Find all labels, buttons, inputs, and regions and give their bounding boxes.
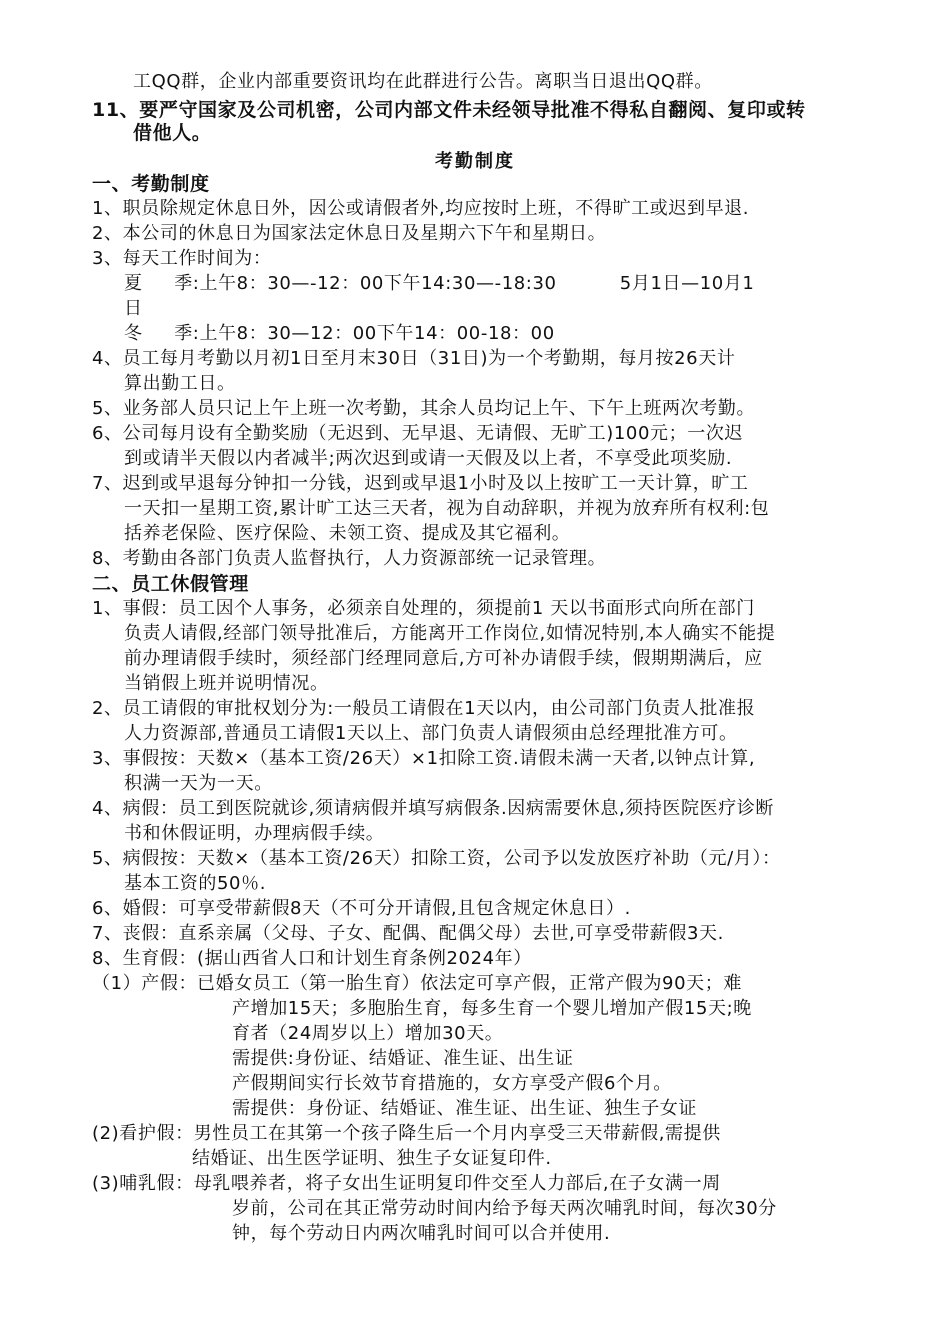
- text-line: 2、本公司的休息日为国家法定休息日及星期六下午和星期日。: [92, 223, 607, 244]
- text-line: 育者（24周岁以上）增加30天。: [232, 1023, 504, 1044]
- text-line: 5、病假按：天数×（基本工资/26天）扣除工资，公司予以发放医疗补助（元/月）：: [92, 848, 781, 869]
- text-line: 岁前，公司在其正常劳动时间内给予每天两次哺乳时间，每次30分: [232, 1198, 777, 1219]
- text-line: 钟，每个劳动日内两次哺乳时间可以合并使用.: [232, 1223, 611, 1244]
- text-line: 工QQ群，企业内部重要资讯均在此群进行公告。离职当日退出QQ群。: [133, 71, 713, 92]
- text-line: 括养老保险、医疗保险、未领工资、提成及其它福利。: [124, 523, 571, 544]
- text-line: 3、事假按：天数×（基本工资/26天）×1扣除工资.请假未满一天者,以钟点计算,: [92, 748, 756, 769]
- text-line: （1）产假：已婚女员工（第一胎生育）依法定可享产假，正常产假为90天；难: [92, 973, 742, 994]
- text-line: 1、职员除规定休息日外，因公或请假者外,均应按时上班，不得旷工或迟到早退.: [92, 198, 750, 219]
- text-line: 积满一天为一天。: [124, 773, 273, 794]
- text-line: 夏 季:上午8：30—-12：00下午14:30—-18:30 5月1日—10月1: [124, 273, 755, 294]
- text-line: 冬 季:上午8：30—12：00下午14：00-18：00: [124, 323, 555, 344]
- text-line: (2)看护假：男性员工在其第一个孩子降生后一个月内享受三天带薪假,需提供: [92, 1123, 721, 1144]
- text-line: 产假期间实行长效节育措施的，女方享受产假6个月。: [232, 1073, 672, 1094]
- text-line: 需提供:身份证、结婚证、准生证、出生证: [232, 1048, 574, 1069]
- rule-11-heading: 11、要严守国家及公司机密，公司内部文件未经领导批准不得私自翻阅、复印或转: [92, 99, 806, 121]
- text-line: 基本工资的50％.: [124, 873, 267, 894]
- text-line: 日: [124, 298, 143, 319]
- rule-11-continuation: 借他人。: [133, 122, 212, 144]
- text-line: 2、员工请假的审批权划分为:一般员工请假在1天以内，由公司部门负责人批准报: [92, 698, 756, 719]
- text-line: 负责人请假,经部门领导批准后，方能离开工作岗位,如情况特别,本人确实不能提: [124, 623, 776, 644]
- page-title: 考勤制度: [435, 151, 515, 172]
- text-line: 6、婚假：可享受带薪假8天（不可分开请假,且包含规定休息日）.: [92, 898, 631, 919]
- text-line: 结婚证、出生医学证明、独生子女证复印件.: [192, 1148, 552, 1169]
- text-line: 人力资源部,普通员工请假1天以上、部门负责人请假须由总经理批准方可。: [124, 723, 738, 744]
- text-line: 8、考勤由各部门负责人监督执行，人力资源部统一记录管理。: [92, 548, 607, 569]
- text-line: 书和休假证明，办理病假手续。: [124, 823, 385, 844]
- text-line: 产增加15天；多胞胎生育，每多生育一个婴儿增加产假15天;晚: [232, 998, 752, 1019]
- text-line: 前办理请假手续时，须经部门经理同意后,方可补办请假手续，假期期满后，应: [124, 648, 763, 669]
- text-line: 7、迟到或早退每分钟扣一分钱，迟到或早退1小时及以上按旷工一天计算，旷工: [92, 473, 749, 494]
- text-line: 8、生育假：(据山西省人口和计划生育条例2024年）: [92, 948, 532, 969]
- text-line: 6、公司每月设有全勤奖励（无迟到、无早退、无请假、无旷工)100元；一次迟: [92, 423, 744, 444]
- text-line: 4、病假：员工到医院就诊,须请病假并填写病假条.因病需要休息,须持医院医疗诊断: [92, 798, 775, 819]
- text-line: 1、事假：员工因个人事务，必须亲自处理的，须提前1 天以书面形式向所在部门: [92, 598, 755, 619]
- text-line: 到或请半天假以内者减半;两次迟到或请一天假及以上者，不享受此项奖励.: [124, 448, 733, 469]
- text-line: 一天扣一星期工资,累计旷工达三天者，视为自动辞职，并视为放弃所有权利:包: [124, 498, 770, 519]
- text-line: 7、丧假：直系亲属（父母、子女、配偶、配偶父母）去世,可享受带薪假3天.: [92, 923, 724, 944]
- text-line: 需提供：身份证、结婚证、准生证、出生证、独生子女证: [232, 1098, 697, 1119]
- text-line: 3、每天工作时间为：: [92, 248, 272, 269]
- text-line: 4、员工每月考勤以月初1日至月末30日（31日)为一个考勤期，每月按26天计: [92, 348, 736, 369]
- section-heading-attendance: 一、考勤制度: [92, 173, 210, 195]
- text-line: 算出勤工日。: [124, 373, 236, 394]
- text-line: (3)哺乳假：母乳喂养者，将子女出生证明复印件交至人力部后,在子女满一周: [92, 1173, 721, 1194]
- text-line: 5、业务部人员只记上午上班一次考勤，其余人员均记上午、下午上班两次考勤。: [92, 398, 756, 419]
- text-line: 当销假上班并说明情况。: [124, 673, 329, 694]
- section-heading-leave: 二、员工休假管理: [92, 573, 249, 595]
